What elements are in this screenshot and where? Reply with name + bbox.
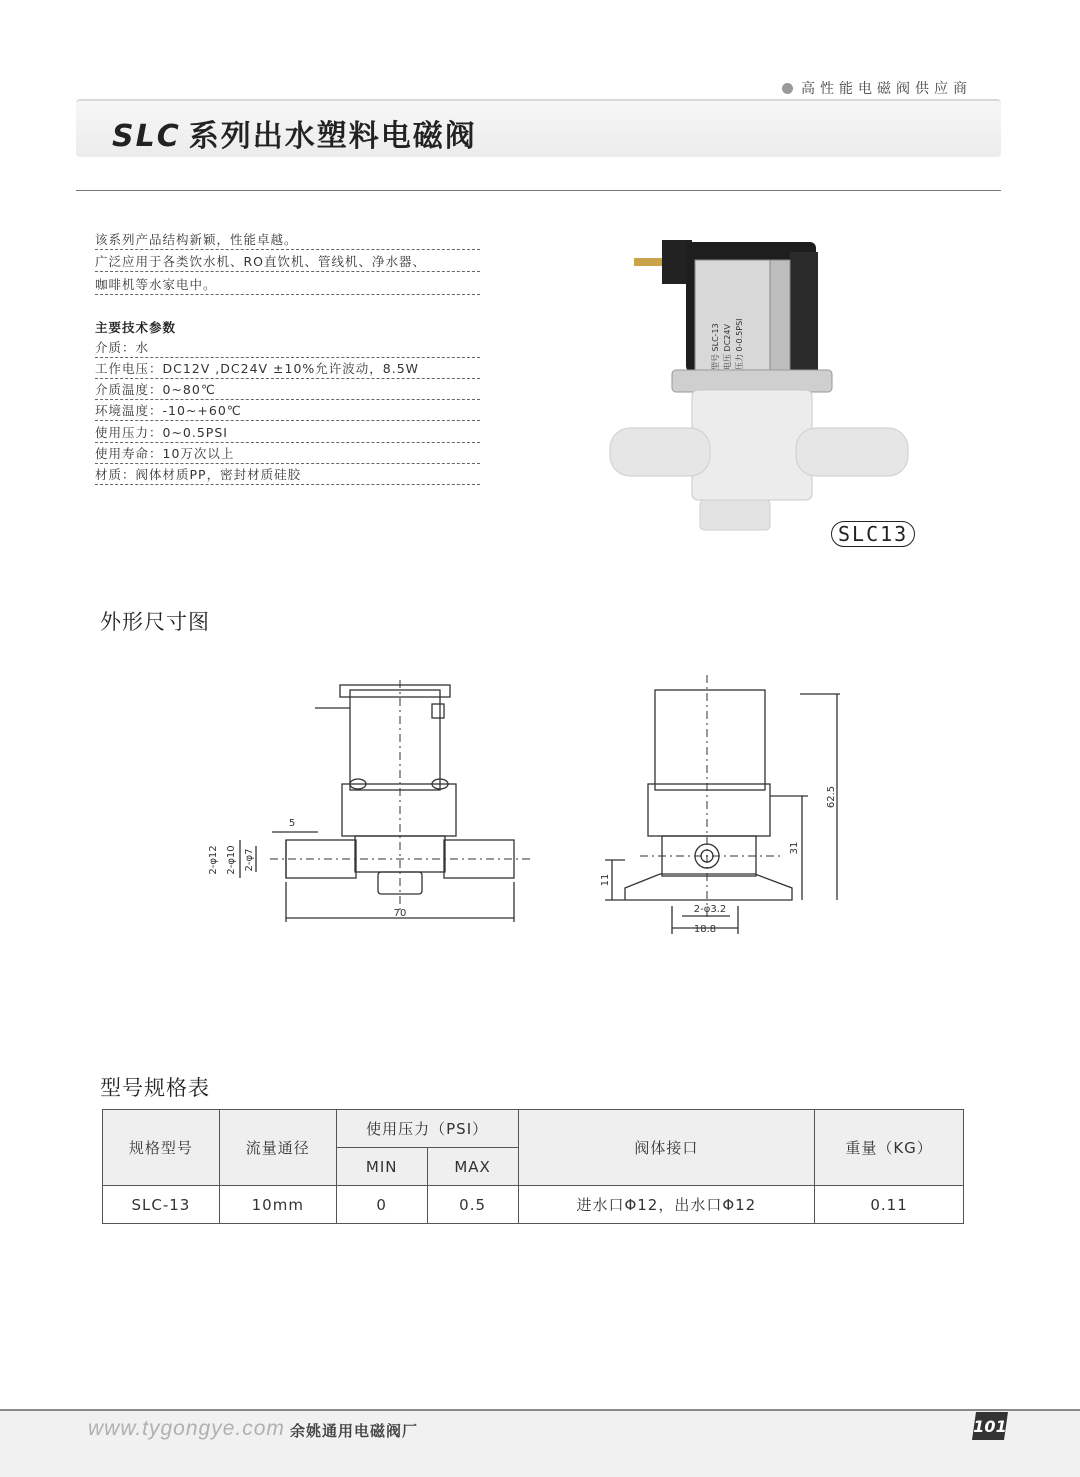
spec-pressure: 使用压力：0~0.5PSI [95, 423, 480, 443]
intro-line-3: 咖啡机等水家电中。 [95, 275, 480, 295]
page-title [112, 111, 477, 155]
th-weight: 重量（KG） [815, 1110, 964, 1186]
nameplate-voltage: 电压 DC24V [723, 324, 732, 370]
intro-line-1: 该系列产品结构新颖，性能卓越。 [95, 230, 480, 250]
spec-table [102, 1109, 964, 1224]
th-pressure: 使用压力（PSI） [336, 1110, 518, 1148]
dimension-drawing [200, 660, 860, 950]
product-model-label: SLC13 [831, 521, 915, 547]
dim-d10: 2-φ10 [226, 845, 237, 875]
page-title-rest: 系列出水塑料电磁阀 [188, 119, 477, 154]
bullet-dot-icon [782, 83, 793, 94]
dim-d7: 2-φ7 [244, 848, 255, 872]
th-min: MIN [336, 1148, 427, 1186]
nameplate-pressure: 压力 0-0.5PSI [735, 318, 744, 370]
drawing-title: 外形尺寸图 [100, 610, 210, 634]
cell-model: SLC-13 [103, 1186, 220, 1224]
tagline [782, 78, 972, 98]
th-max: MAX [427, 1148, 518, 1186]
intro-line-2: 广泛应用于各类饮水机、RO直饮机、管线机、净水器、 [95, 252, 480, 272]
cell-flow: 10mm [219, 1186, 336, 1224]
footer-url: www.tygongye.com [88, 1417, 285, 1440]
spec-ambient-temp: 环境温度：-10~+60℃ [95, 401, 480, 421]
footer-company: 余姚通用电磁阀厂 [290, 1422, 419, 1440]
page-title-model: SLC [112, 119, 181, 154]
spec-voltage: 工作电压：DC12V ,DC24V ±10%允许波动，8.5W [95, 359, 480, 379]
product-photo [600, 230, 930, 560]
th-flow: 流量通径 [219, 1110, 336, 1186]
spec-material: 材质：阀体材质PP，密封材质硅胶 [95, 465, 480, 485]
page-number: 101 [973, 1417, 1007, 1436]
dim-height-11: 11 [600, 873, 611, 887]
dim-step: 5 [288, 818, 296, 829]
header-divider [76, 190, 1001, 191]
tagline-text: 高性能电磁阀供应商 [801, 81, 972, 97]
th-model: 规格型号 [103, 1110, 220, 1186]
spec-life: 使用寿命：10万次以上 [95, 444, 480, 464]
specs-heading: 主要技术参数 [95, 320, 177, 335]
dim-length: 70 [393, 908, 407, 919]
dim-width: 18.8 [693, 924, 717, 935]
cell-min: 0 [336, 1186, 427, 1224]
nameplate-model: 型号 SLC-13 [711, 323, 720, 370]
dim-hole: 2-φ3.2 [693, 904, 727, 915]
dim-height-62: 62.5 [826, 785, 837, 809]
spec-medium: 介质：水 [95, 338, 480, 358]
cell-port: 进水口Φ12，出水口Φ12 [518, 1186, 815, 1224]
table-title: 型号规格表 [100, 1076, 210, 1100]
spec-medium-temp: 介质温度：0~80℃ [95, 380, 480, 400]
th-port: 阀体接口 [518, 1110, 815, 1186]
cell-weight: 0.11 [815, 1186, 964, 1224]
dim-d12: 2-φ12 [208, 845, 219, 875]
cell-max: 0.5 [427, 1186, 518, 1224]
page-number-badge [968, 1410, 1012, 1442]
table-row [103, 1186, 964, 1224]
dim-height-31: 31 [789, 841, 800, 855]
